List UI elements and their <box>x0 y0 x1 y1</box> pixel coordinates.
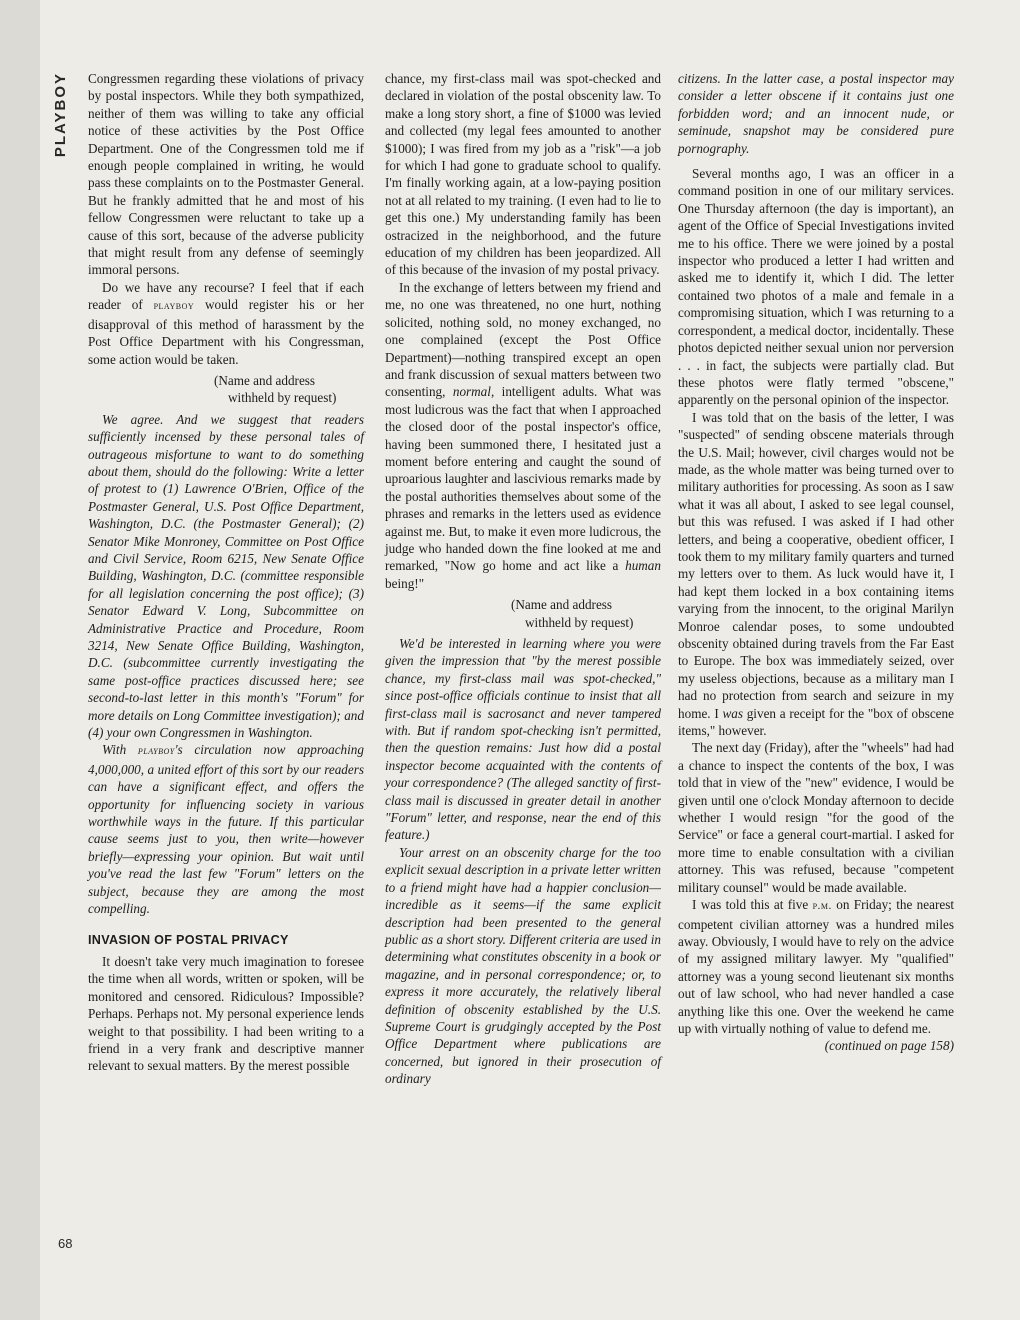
column-3 <box>678 70 954 1055</box>
column-2 <box>385 70 661 1088</box>
letter-paragraph: Do we have any recourse? I feel that if each reader of playboy would register his or her disapproval of this method of harassment by the Post Office Department with his Congressman, some action would be taken. <box>88 279 364 367</box>
brand-name: playboy <box>153 300 195 313</box>
page-number: 68 <box>58 1236 73 1251</box>
letter-paragraph: I was told that on the basis of the letter, I was "suspected" of sending obscene materials through the U.S. Mail; however, civil charges would not be made, as the whole matter was being turned over to military authorities for processing. As soon as I saw what it was all about, I asked to see legal counsel, but this was refused. I was asked if I had other letters, and being a cooperative, obedient officer, I took them to my military family quarters and turned my letters over to them. As luck would have it, I had kept them locked in a box containing items varying from the innocent, to the original Marilyn Monroe calendar poses, to some undoubted obscenity obtained during travels from the Far East to Europe. The box was immediately seized, over my useless objections, because as a military man I had no protection from search and seizure in my home. I was given a receipt for the "box of obscene items," however. <box>678 409 954 739</box>
letter-paragraph: I was told this at five p.m. on Friday; the nearest competent civilian attorney was a hundred miles away. Obviously, I would have to rely on the advice of my assigned military lawyer. My "qualified" attorney was a young second lieutenant six months out of law school, who had never handled a case anything like this one. Over the weekend he came up with virtually nothing of value to defend me. <box>678 897 954 1036</box>
editor-reply: We agree. And we suggest that readers sufficiently incensed by these personal tales of outrageous misfortune to want to do something about them, should do the following: Write a letter of protest to (1) Lawrence O'Brien, Office of the Postmaster General, U.S. Post Office Department, Washington, D.C. (the Postmaster General); (2) Senator Mike Monroney, Committee on Post Office and Civil Service, Room 6215, New Senate Office Building, Washington, D.C. (committee responsible for all legislation concerning the post office); (3) Senator Edward V. Long, Subcommittee on Administrative Practice and Procedure, Room 3214, New Senate Office Building, Washington, D.C. (subcommittee currently investigating the same post-office practices discussed here; see second-to-last letter in this month's "Forum" for more details on Long Committee investigation); and (4) your own Congressmen in Washington. <box>88 411 364 741</box>
column-1 <box>88 70 364 1075</box>
letter-signature: (Name and address withheld by request) <box>511 597 634 630</box>
letter-paragraph: Congressmen regarding these violations of privacy by postal inspectors. While they both sympathized, neither of them was willing to take any official notice of these activities by the Post Office Department. One of the Congressmen told me if enough people complained in writing, he would pass these complaints on to the Postmaster General. But he frankly admitted that he and most of his fellow Congressmen were reluctant to take up a cause of this sort, because of the adverse publicity that might result from any defense of seemingly immoral persons. <box>88 71 364 278</box>
editor-reply: With playboy's circulation now approaching 4,000,000, a united effort of this sort by our readers can have a significant effect, and offers the opportunity for influencing society in various worthwhile ways in the future. If this particular cause seems just to you, then write—however briefly—expressing your opinion. But wait until you've read the last few "Forum" letters on the subject, because they are among the most compelling. <box>88 742 364 917</box>
letter-paragraph: Several months ago, I was an officer in a command position in one of our military services. One Thursday afternoon (the day is important), an agent of the Office of Special Investigations invited me to his office. There we were joined by a postal inspector who produced a letter I had written and asked me to identify it, which I did. The letter contained two photos of a male and female in a compromising situation, which I was returning to a correspondent, a medical doctor, incidentally. These photos depicted neither sexual union nor perversion . . . in fact, the subjects were partially clad. But these photos were flatly termed "obscene," apparently on the personal opinion of the inspector. <box>678 166 954 408</box>
letter-paragraph: chance, my first-class mail was spot-checked and declared in violation of the postal obscenity law. To make a long story short, a fine of $1000 was levied and collected (my legal fees amounted to another $1000); I was fired from my job as a "risk"—a job for which I had gone to graduate school to qualify. I'm finally working again, at a low-paying position not at all related to my training. (I even had to lie to get this one.) My understanding family has been ostracized in the neighborhood, and the future education of my children has been jeopardized. All of this because of the invasion of my postal privacy. <box>385 71 661 278</box>
letter-paragraph: In the exchange of letters between my friend and me, no one was threatened, no one hurt, nothing solicited, nothing sold, no money exchanged, no one complained (except the Post Office Department)—nothing transpired except an open and frank discussion of sexual matters between two consenting, normal, intelligent adults. What was most ludicrous was the fact that when I approached the closed door of the postal inspector's office, having been summoned there, I hesitated just a moment before entering and caught the sound of uproarious laughter and lascivious remarks made by the postal authorities themselves about some of the phrases and remarks in the letters used as evidence against me. But, to make it even more ludicrous, the judge who handed down the fine looked at me and remarked, "Now go home and act like a human being!" <box>385 279 661 591</box>
binding-gutter <box>0 0 40 1320</box>
section-heading: INVASION OF POSTAL PRIVACY <box>88 932 289 947</box>
continued-note: (continued on page 158) <box>824 1038 954 1054</box>
running-head: PLAYBOY <box>52 72 69 158</box>
editor-reply: We'd be interested in learning where you were given the impression that "by the merest possible chance, my first-class mail was spot-checked," since post-office officials continue to insist that all first-class mail is sacrosanct and never tampered with. But if random spot-checking isn't permitted, then the question remains: Just how did a postal inspector become acquainted with the contents of your correspondence? (The alleged sanctity of first-class mail is discussed in greater detail in another "Forum" letter, and response, near the end of this feature.) <box>385 636 661 843</box>
letter-signature: (Name and address withheld by request) <box>214 372 337 406</box>
letter-paragraph: The next day (Friday), after the "wheels" had had a chance to inspect the contents of the box, I was told that in view of the "new" evidence, I would be given until one o'clock Monday afternoon to decide whether I would resign "for the good of the Service" or face a general court-martial. I asked for more time to enable consultation with a civilian attorney. This was refused, because "competent military counsel" would be made available. <box>678 740 954 895</box>
letter-paragraph: It doesn't take very much imagination to foresee the time when all words, written or spoken, will be monitored and censored. Ridiculous? Impossible? Perhaps. Perhaps not. My personal experience lends weight to that possibility. I had been writing to a friend in a very frank and descriptive manner relevant to sexual matters. By the merest possible <box>88 953 364 1074</box>
editor-reply: citizens. In the latter case, a postal inspector may consider a letter obscene if it contains just one forbidden word; and an innocent nude, or seminude, snapshot may be considered pure pornography. <box>678 71 954 156</box>
brand-name: playboy <box>137 745 175 758</box>
editor-reply: Your arrest on an obscenity charge for the too explicit sexual description in a private letter written to a friend might have had a happier conclusion—incredible as it seems—if the same explicit description had been presented to the general public as a short story. Different criteria are used in determining what constitutes obscenity in a book or magazine, and in personal correspondence; or, to express it more accurately, the relatively liberal definition of obscenity established by the U.S. Supreme Court is grudgingly accepted by the Post Office Department where publications are concerned, but ignored in their prosecution of ordinary <box>385 844 661 1087</box>
